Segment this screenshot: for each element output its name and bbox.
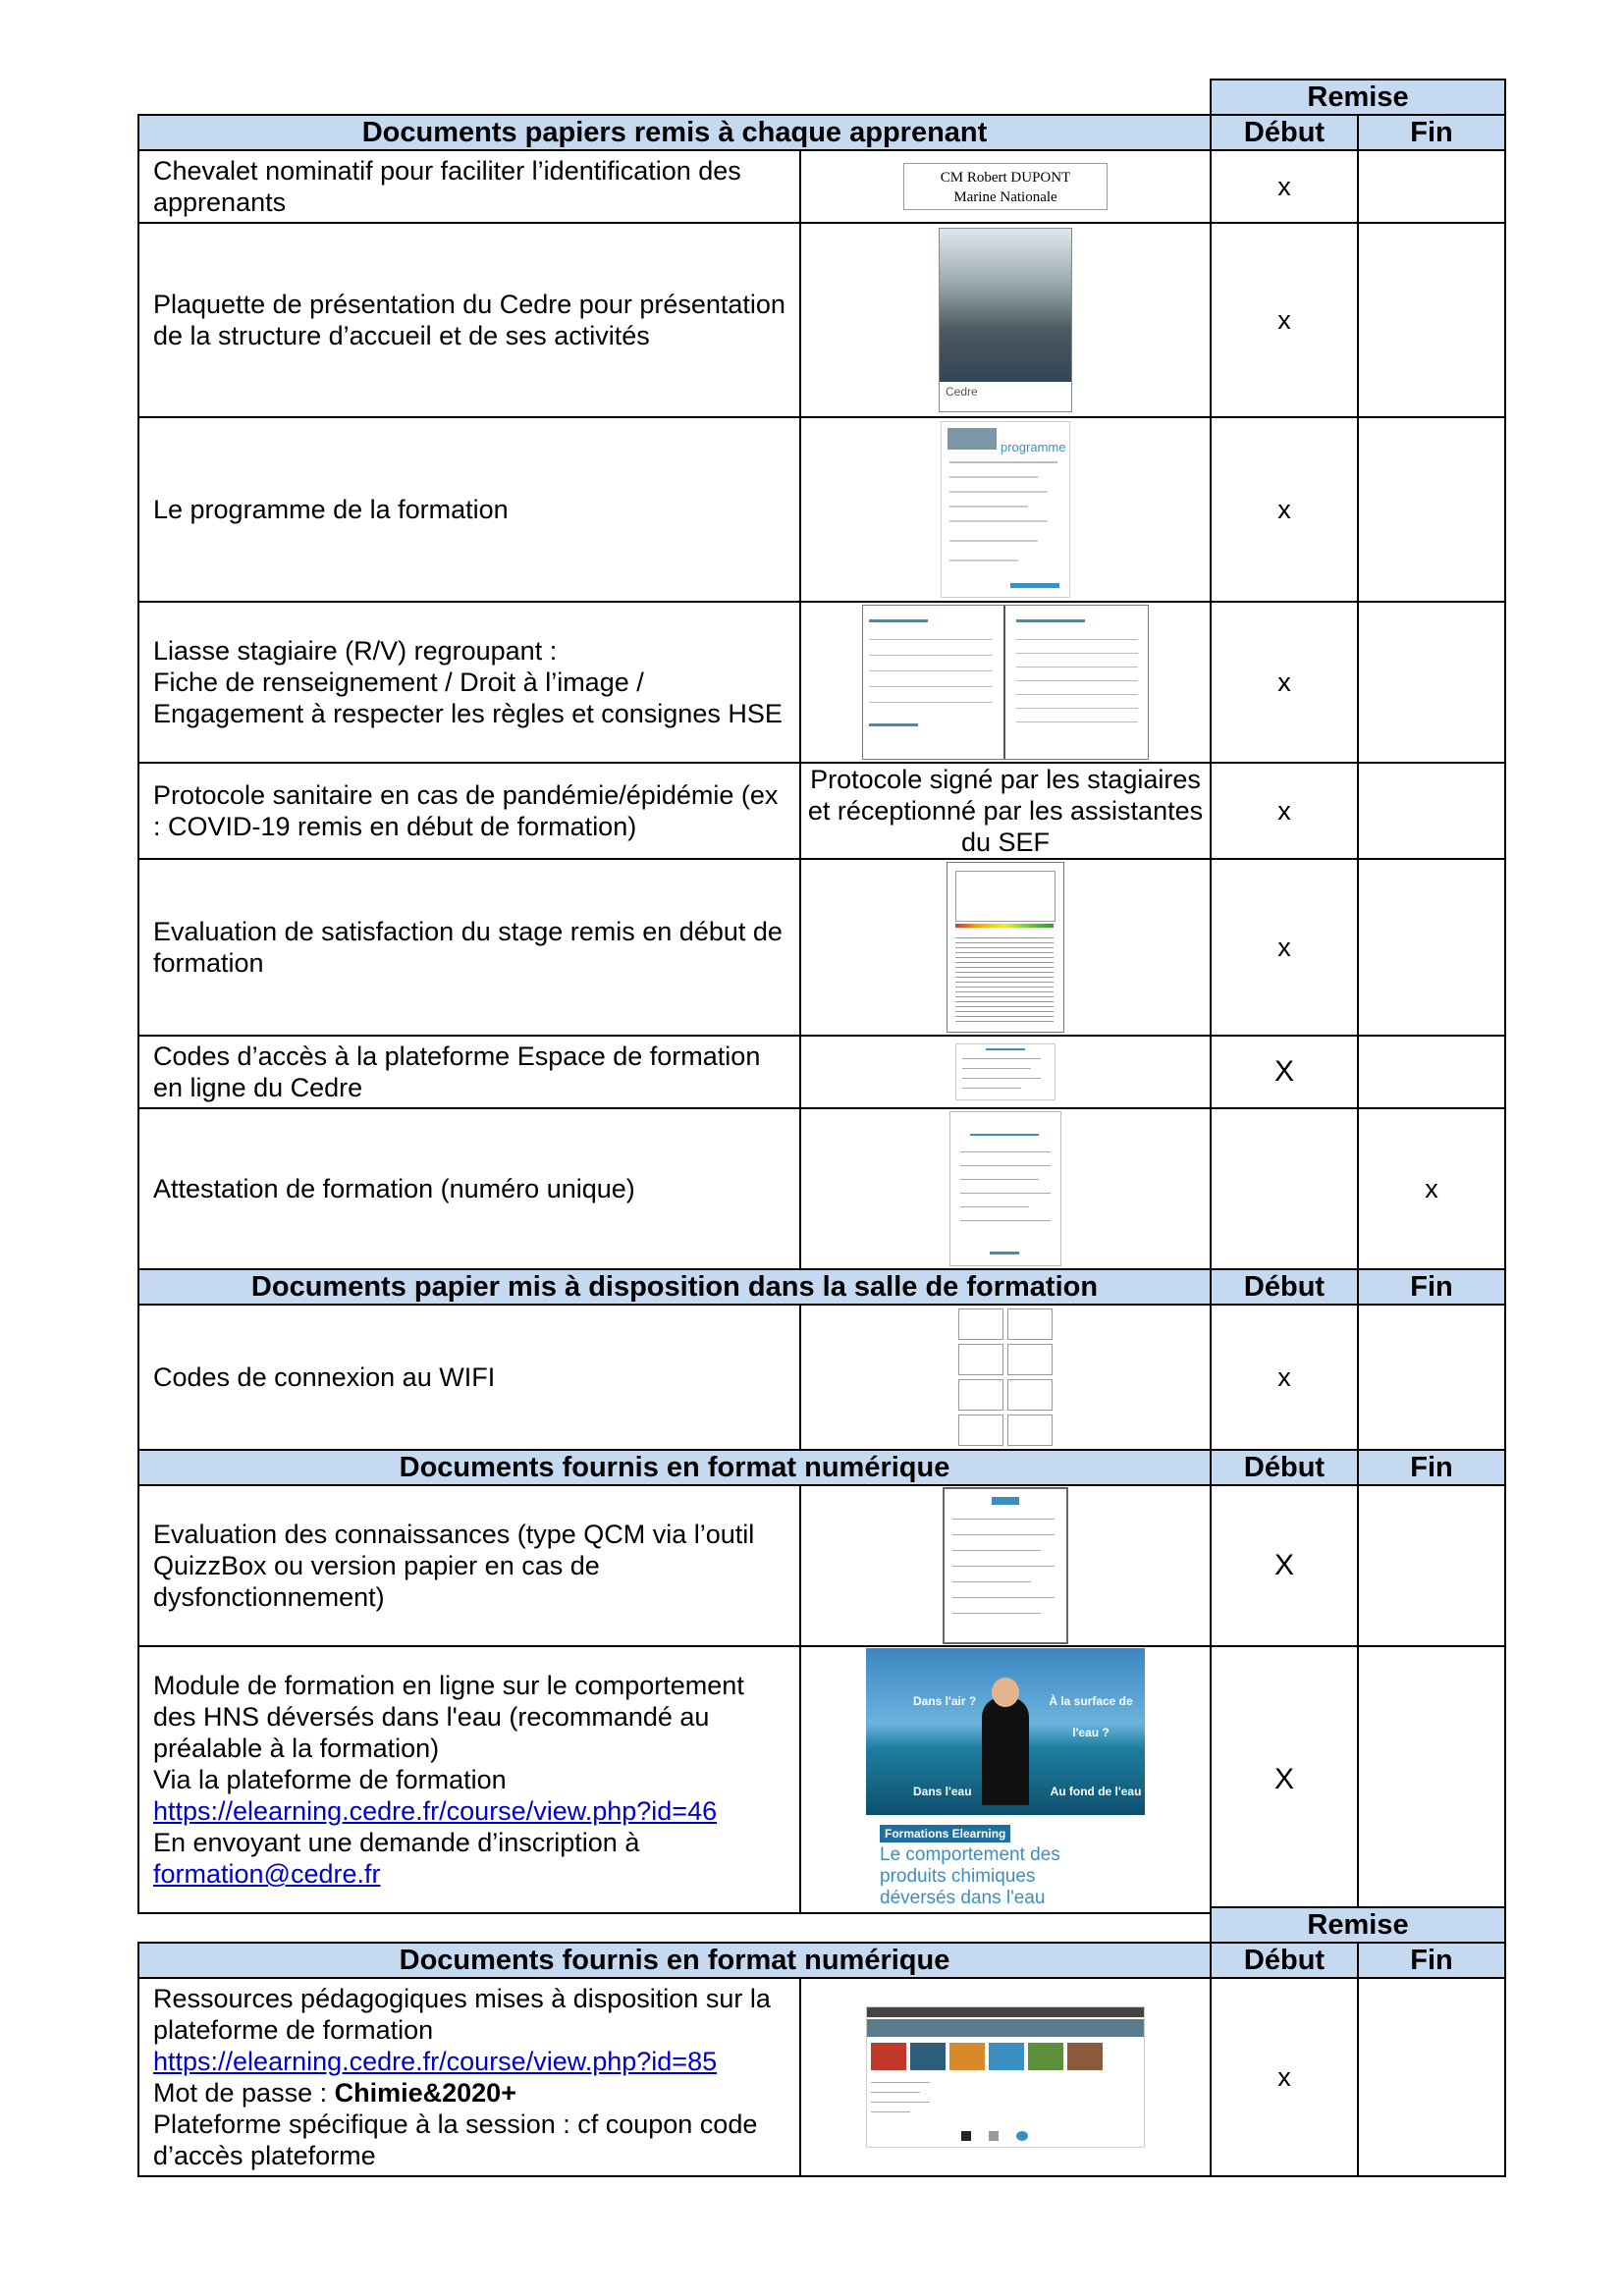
- table-row: [138, 150, 1505, 223]
- row-description: Ressources pédagogiques mises à disposition sur la plateforme de formation https://elearning.cedre.fr/course/view.php?id=85 Mot de passe : Chimie&2020+ Plateforme spécifique à la session : cf coupon code d’accès plateforme: [138, 1978, 800, 2176]
- table-row: [138, 223, 1505, 417]
- section-title: Documents papiers remis à chaque apprenant: [138, 115, 1211, 150]
- debut-header: Début: [1211, 1269, 1358, 1305]
- attestation-thumbnail: [800, 1108, 1211, 1269]
- row-description: Attestation de formation (numéro unique): [138, 1108, 800, 1269]
- fin-mark: [1358, 150, 1505, 223]
- fin-header: Fin: [1358, 115, 1505, 150]
- section-title: Documents fournis en format numérique: [138, 1943, 1211, 1978]
- row-description: Codes de connexion au WIFI: [138, 1305, 800, 1450]
- debut-mark: x: [1211, 763, 1358, 859]
- section-title: Documents papier mis à disposition dans la salle de formation: [138, 1269, 1211, 1305]
- table-row: [138, 1305, 1505, 1450]
- debut-mark: x: [1211, 417, 1358, 602]
- table-row: [138, 1646, 1505, 1913]
- fin-mark: [1358, 1305, 1505, 1450]
- debut-mark: X: [1211, 1646, 1358, 1913]
- remise-header: Remise: [1211, 1907, 1505, 1943]
- elearning-link-46[interactable]: https://elearning.cedre.fr/course/view.php?id=46: [153, 1796, 718, 1826]
- table-row: [138, 1485, 1505, 1646]
- row-description: Protocole sanitaire en cas de pandémie/épidémie (ex : COVID-19 remis en début de formation): [138, 763, 800, 859]
- fin-mark: [1358, 1485, 1505, 1646]
- debut-header: Début: [1211, 115, 1358, 150]
- email-link[interactable]: formation@cedre.fr: [153, 1859, 381, 1889]
- debut-mark: x: [1211, 859, 1358, 1036]
- remise-header: Remise: [1211, 80, 1505, 115]
- table-row: [138, 602, 1505, 763]
- fin-mark: [1358, 602, 1505, 763]
- debut-mark: x: [1211, 1305, 1358, 1450]
- debut-header: Début: [1211, 1943, 1358, 1978]
- plaquette-thumbnail: Cedre: [800, 223, 1211, 417]
- elearning-thumbnail: Dans l'air ? À la surface de l'eau ? Dans l'eau Au fond de l'eau ? Formations Elearning Le comportement des produits chimiques déversés dans l'eau: [800, 1646, 1211, 1913]
- wifi-thumbnail: [800, 1305, 1211, 1450]
- fin-mark: [1358, 417, 1505, 602]
- debut-mark: X: [1211, 1485, 1358, 1646]
- password-value: Chimie&2020+: [334, 2078, 516, 2108]
- fin-mark: x: [1358, 1108, 1505, 1269]
- fin-mark: [1358, 763, 1505, 859]
- table-row: [138, 763, 1505, 859]
- fin-mark: [1358, 859, 1505, 1036]
- row-description: Evaluation de satisfaction du stage remis en début de formation: [138, 859, 800, 1036]
- fin-mark: [1358, 1036, 1505, 1108]
- row-description: Codes d’accès à la plateforme Espace de formation en ligne du Cedre: [138, 1036, 800, 1108]
- programme-thumbnail: programme: [800, 417, 1211, 602]
- debut-mark: x: [1211, 602, 1358, 763]
- debut-mark: x: [1211, 150, 1358, 223]
- table-row: [138, 417, 1505, 602]
- elearning-link-85[interactable]: https://elearning.cedre.fr/course/view.php?id=85: [153, 2047, 718, 2076]
- liasse-thumbnail: [800, 602, 1211, 763]
- row-description: Liasse stagiaire (R/V) regroupant : Fiche de renseignement / Droit à l’image / Engagement à respecter les règles et consignes HSE: [138, 602, 800, 763]
- table-row: [138, 1036, 1505, 1108]
- debut-mark: X: [1211, 1036, 1358, 1108]
- row-description: Module de formation en ligne sur le comportement des HNS déversés dans l'eau (recommandé au préalable à la formation) Via la plateforme de formation https://elearning.cedre.fr/course/view.php?id=46 En envoyant une demande d’inscription à formation@cedre.fr: [138, 1646, 800, 1913]
- fin-header: Fin: [1358, 1269, 1505, 1305]
- protocole-note: Protocole signé par les stagiaires et réceptionné par les assistantes du SEF: [800, 763, 1211, 859]
- satisfaction-thumbnail: [800, 859, 1211, 1036]
- table-row: [138, 859, 1505, 1036]
- debut-header: Début: [1211, 1450, 1358, 1485]
- fin-header: Fin: [1358, 1450, 1505, 1485]
- fin-mark: [1358, 1978, 1505, 2176]
- fin-mark: [1358, 1646, 1505, 1913]
- row-description: Evaluation des connaissances (type QCM via l’outil QuizzBox ou version papier en cas de dysfonctionnement): [138, 1485, 800, 1646]
- debut-mark: x: [1211, 1978, 1358, 2176]
- row-description: Le programme de la formation: [138, 417, 800, 602]
- table-main: [137, 79, 1506, 1914]
- row-description: Plaquette de présentation du Cedre pour présentation de la structure d’accueil et de ses activités: [138, 223, 800, 417]
- platform-thumbnail: [800, 1978, 1211, 2176]
- qcm-thumbnail: [800, 1485, 1211, 1646]
- debut-mark: [1211, 1108, 1358, 1269]
- fin-header: Fin: [1358, 1943, 1505, 1978]
- table-row: [138, 1978, 1505, 2176]
- row-description: Chevalet nominatif pour faciliter l’identification des apprenants: [138, 150, 800, 223]
- codes-acces-thumbnail: [800, 1036, 1211, 1108]
- fin-mark: [1358, 223, 1505, 417]
- debut-mark: x: [1211, 223, 1358, 417]
- table-row: [138, 1108, 1505, 1269]
- section-title: Documents fournis en format numérique: [138, 1450, 1211, 1485]
- chevalet-thumbnail: CM Robert DUPONT Marine Nationale: [800, 150, 1211, 223]
- table-secondary: [137, 1906, 1506, 2177]
